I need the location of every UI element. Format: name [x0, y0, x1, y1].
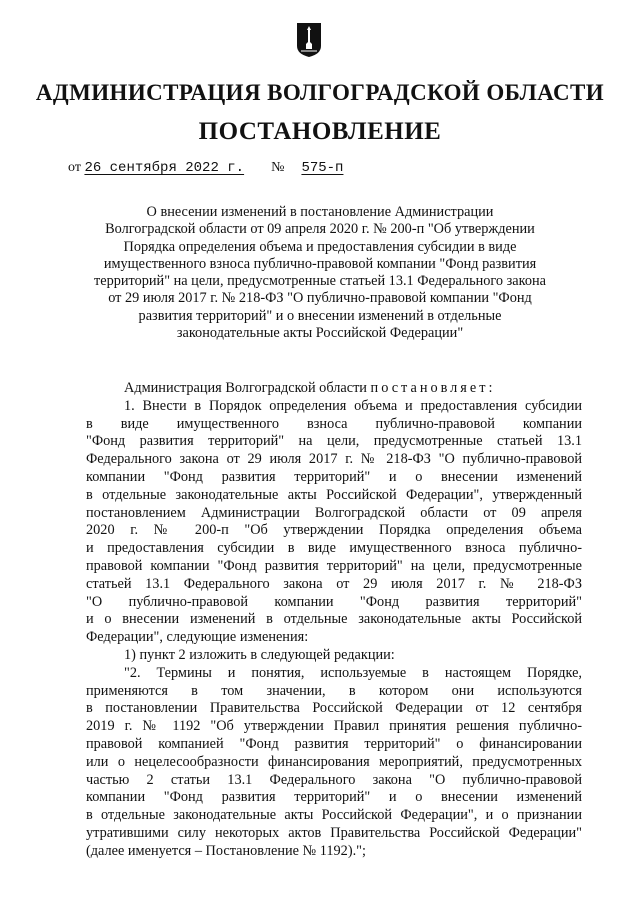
paragraph-2-line: 1) пункт 2 изложить в следующей редакции:: [124, 646, 395, 663]
paragraph-3-line: правовой компанией "Фонд развития территорий" о финансировании: [86, 735, 582, 752]
paragraph-1-line: "О публично-правовой компании "Фонд развития территорий": [86, 593, 582, 610]
paragraph-3-line: в отдельные законодательные акты Российской Федерации", и о признании: [86, 807, 582, 824]
subject-line: законодательные акты Российской Федерации": [176, 325, 464, 342]
paragraph-3-line: в постановлении Правительства Российской Федерации от 12 сентября: [86, 700, 582, 717]
intro-line: [86, 380, 582, 398]
paragraph-1-line: и предоставления субсидии в виде имущественного взноса публично-: [86, 540, 582, 557]
subject-line: территорий" на цели, предусмотренные статьей 13.1 Федерального закона: [94, 273, 546, 290]
paragraph-1-line: 1. Внести в Порядок определения объема и предоставления субсидии: [124, 397, 582, 414]
date-prefix: от: [68, 160, 81, 175]
document-subject: [60, 204, 580, 342]
number-sign: №: [271, 160, 285, 175]
paragraph-1-line: и о внесении изменений в отдельные законодательные акты Российской: [86, 611, 582, 628]
paragraph-1-line: 2020 г. № 200-п "Об утверждении Порядка определения объема: [86, 522, 582, 539]
paragraph-1-line: Федерации", следующие изменения:: [86, 629, 309, 646]
paragraph-3-line: или о нецелесообразности финансирования мероприятий, предусмотренных: [86, 753, 582, 770]
paragraph-3-line: компании "Фонд развития территорий" и о внесении изменений: [86, 789, 582, 806]
intro-text: Администрация Волгоградской области: [124, 380, 367, 396]
paragraph-3-line: применяются в том значении, в котором они используются: [86, 682, 582, 699]
paragraph-3-line: (далее именуется – Постановление № 1192).";: [86, 842, 366, 859]
paragraph-1-line: статьей 13.1 Федерального закона от 29 июля 2017 г. № 218-ФЗ: [86, 575, 582, 592]
date-number-line: [68, 160, 343, 176]
organization-title: АДМИНИСТРАЦИЯ ВОЛГОГРАДСКОЙ ОБЛАСТИ: [35, 80, 605, 105]
subject-line: развития территорий" и о внесении изменений в отдельные: [138, 307, 502, 324]
resolves-word: постановляет:: [370, 380, 496, 396]
paragraph-1-line: Федерального закона от 29 июля 2017 г. № 218-ФЗ "О публично-правовой: [86, 451, 582, 468]
paragraph-1-line: "Фонд развития территорий" на цели, предусмотренные статьей 13.1: [86, 433, 582, 450]
paragraph-1-line: в виде имущественного взноса публично-правовой компании: [86, 415, 582, 432]
subject-line: имущественного взноса публично-правовой компании "Фонд развития: [103, 255, 537, 272]
subject-line: от 29 июля 2017 г. № 218-ФЗ "О публично-правовой компании "Фонд: [108, 290, 532, 307]
document-body: [86, 380, 582, 861]
subject-line: О внесении изменений в постановление Администрации: [146, 204, 494, 220]
subject-line: Порядка определения объема и предоставления субсидии в виде: [123, 238, 517, 255]
paragraph-1-line: в отдельные законодательные акты Российской Федерации", утвержденный: [86, 486, 582, 503]
paragraph-1-line: правовой компании "Фонд развития территорий" на цели, предусмотренные: [86, 557, 582, 574]
paragraph-3-line: утратившими силу некоторых актов Правительства Российской Федерации": [86, 824, 582, 841]
paragraph-3-line: "2. Термины и понятия, используемые в настоящем Порядке,: [124, 664, 582, 681]
paragraph-1-line: компании "Фонд развития территорий" и о внесении изменений: [86, 468, 582, 485]
document-number: 575-п: [301, 160, 344, 176]
coat-of-arms-emblem: [296, 22, 322, 58]
paragraph-1-line: постановлением Администрации Волгоградской области от 09 апреля: [86, 504, 582, 521]
document-date: 26 сентября 2022 г.: [84, 160, 245, 176]
document-type-title: ПОСТАНОВЛЕНИЕ: [198, 118, 442, 145]
paragraph-3-line: 2019 г. № 1192 "Об утверждении Правил принятия решения публично-: [86, 718, 582, 735]
paragraph-3-line: частью 2 статьи 13.1 Федерального закона "О публично-правовой: [86, 771, 582, 788]
subject-line: Волгоградской области от 09 апреля 2020 г. № 200-п "Об утверждении: [105, 221, 535, 238]
